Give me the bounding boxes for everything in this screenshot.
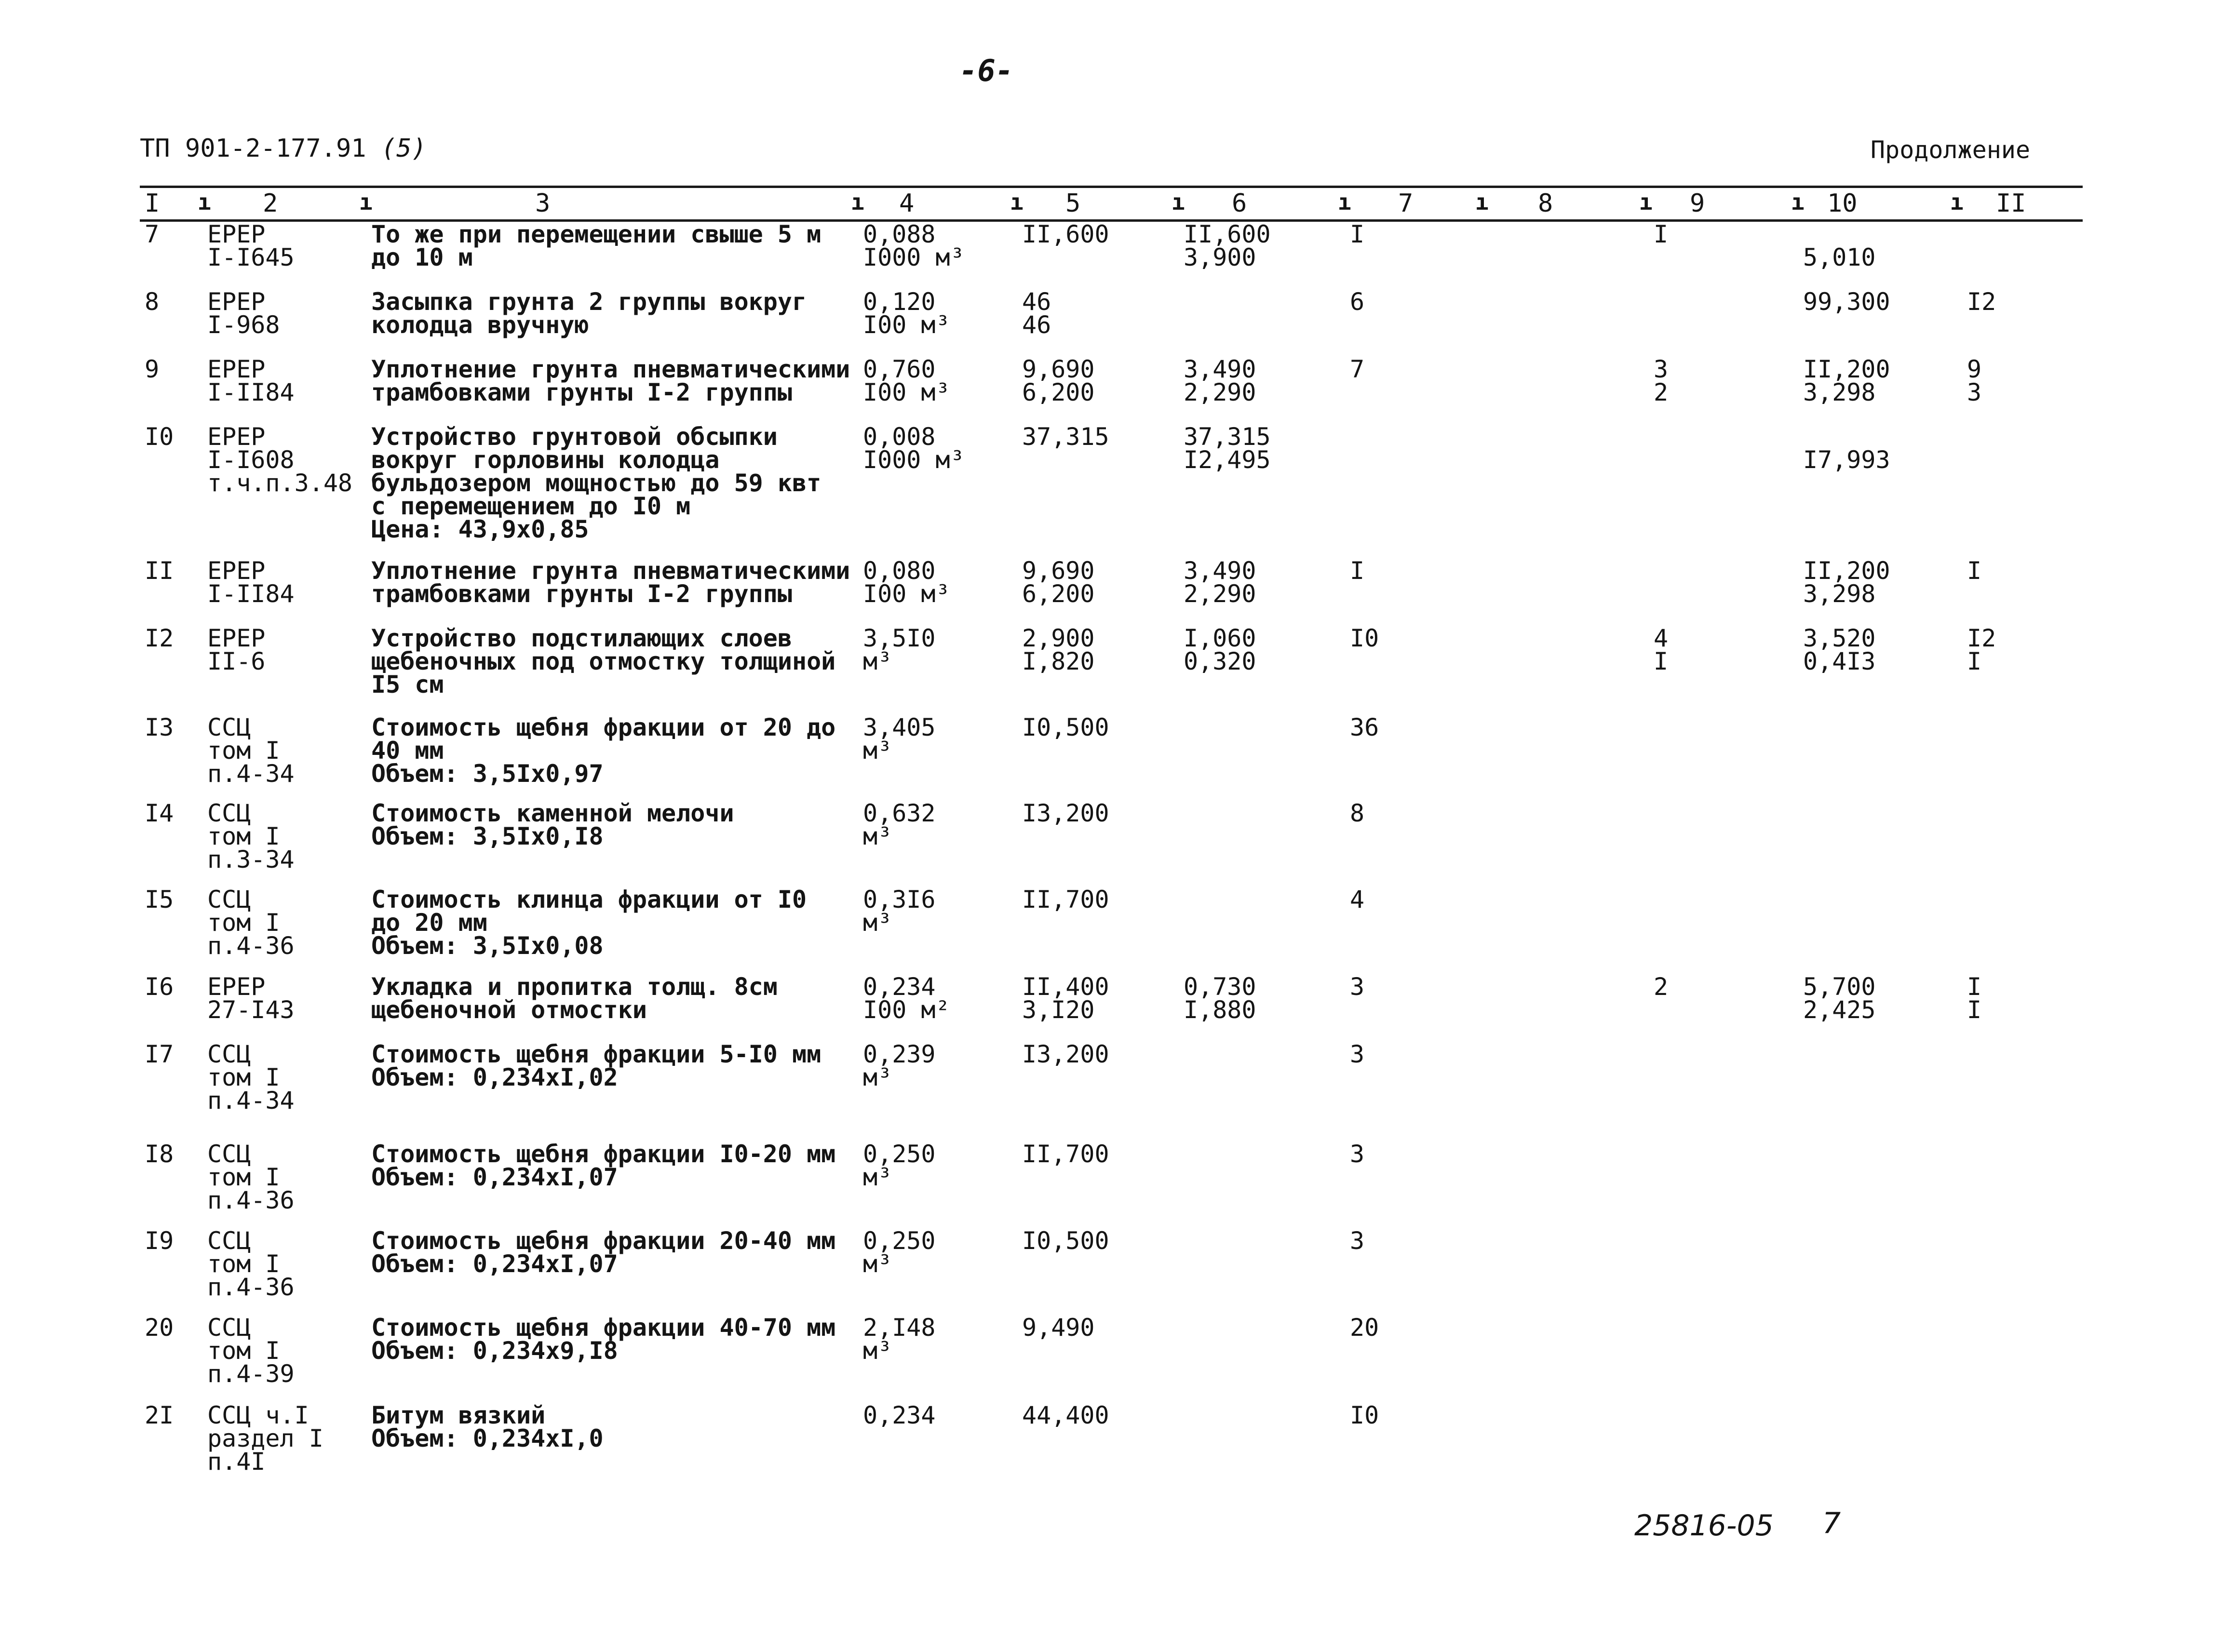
document-code	[140, 134, 427, 163]
row-number: 7	[145, 220, 160, 248]
handwritten-sheet-number: 7	[1822, 1506, 1841, 1540]
row-code: ЕРЕР I-968	[207, 288, 280, 339]
row-description: Стоимость щебня фракции 5-I0 мм Объем: 0,234хI,02	[371, 1040, 821, 1091]
row-code: ССЦ ч.I раздел I п.4I	[207, 1401, 323, 1476]
row-number: II	[145, 557, 174, 585]
row-quantity: 0,250 м³	[863, 1227, 936, 1278]
row-number: 9	[145, 355, 160, 383]
row-quantity: 3,5I0 м³	[863, 624, 936, 675]
row-col5: 37,315	[1022, 423, 1109, 451]
row-description: Стоимость каменной мелочи Объем: 3,5Iх0,I8	[371, 799, 734, 850]
row-description: То же при перемещении свыше 5 м до 10 м	[371, 220, 821, 271]
row-description: Устройство подстилающих слоев щебеночных под отмостку толщиной I5 см	[371, 624, 836, 698]
row-quantity: 0,080 I00 м³	[863, 557, 950, 608]
row-code: ССЦ том I п.4-39	[207, 1314, 295, 1388]
header-separator: ı	[198, 189, 211, 215]
row-quantity: 3,405 м³	[863, 713, 936, 765]
row-col5: II,700	[1022, 886, 1109, 913]
row-col7: I0	[1350, 624, 1379, 652]
row-col7: 3	[1350, 1140, 1365, 1168]
row-number: I7	[145, 1040, 174, 1068]
row-number: I3	[145, 713, 174, 741]
row-description: Уплотнение грунта пневматическими трамбовками грунты I-2 группы	[371, 557, 850, 608]
row-number: I8	[145, 1140, 174, 1168]
row-description: Битум вязкий Объем: 0,234хI,0	[371, 1401, 604, 1452]
row-number: I4	[145, 799, 174, 827]
row-description: Уплотнение грунта пневматическими трамбовками грунты I-2 группы	[371, 355, 850, 406]
row-quantity: 0,088 I000 м³	[863, 220, 965, 271]
row-col9: I	[1654, 220, 1669, 248]
row-col7: 20	[1350, 1314, 1379, 1342]
row-col9: 3 2	[1654, 355, 1669, 406]
row-col11: 9 3	[1967, 355, 1982, 406]
row-col10: II,200 3,298	[1803, 355, 1890, 406]
row-number: I5	[145, 886, 174, 913]
row-quantity: 0,3I6 м³	[863, 886, 936, 937]
row-col6: II,600 3,900	[1184, 220, 1271, 271]
row-col6: 0,730 I,880	[1184, 973, 1256, 1024]
row-col7: 8	[1350, 799, 1365, 827]
row-code: ССЦ том I п.4-34	[207, 713, 295, 788]
page-number: -6-	[959, 53, 1013, 88]
row-code: ССЦ том I п.4-34	[207, 1040, 295, 1115]
row-col7: 36	[1350, 713, 1379, 741]
row-col10: 99,300	[1803, 288, 1890, 316]
row-col7: 3	[1350, 1227, 1365, 1255]
row-col7: I	[1350, 220, 1365, 248]
row-code: ЕРЕР II-6	[207, 624, 266, 675]
row-col10: 5,010	[1803, 243, 1876, 271]
row-col11: I	[1967, 557, 1982, 585]
doc-edition: (5)	[381, 134, 427, 163]
row-col7: 6	[1350, 288, 1365, 316]
row-col6: 3,490 2,290	[1184, 557, 1256, 608]
row-col5: 9,690 6,200	[1022, 355, 1095, 406]
doc-code-text: ТП 901-2-177.91	[140, 134, 366, 163]
header-separator: ı	[1010, 189, 1023, 215]
row-code: ЕРЕР I-II84	[207, 355, 295, 406]
row-col5: I3,200	[1022, 799, 1109, 827]
row-number: I0	[145, 423, 174, 451]
row-quantity: 0,234 I00 м²	[863, 973, 950, 1024]
row-code: ССЦ том I п.4-36	[207, 1227, 295, 1301]
row-number: 8	[145, 288, 160, 316]
row-number: 2I	[145, 1401, 174, 1429]
row-col10: II,200 3,298	[1803, 557, 1890, 608]
row-col9: 4 I	[1654, 624, 1669, 675]
header-col-8: 8	[1538, 189, 1553, 218]
row-quantity: 0,234	[863, 1401, 936, 1429]
row-col6: 3,490 2,290	[1184, 355, 1256, 406]
header-col-4: 4	[899, 189, 915, 218]
row-quantity: 0,008 I000 м³	[863, 423, 965, 474]
row-col10: I7,993	[1803, 446, 1890, 474]
row-description: Стоимость щебня фракции I0-20 мм Объем: 0,234хI,07	[371, 1140, 836, 1191]
row-description: Стоимость клинца фракции от I0 до 20 мм Объем: 3,5Iх0,08	[371, 886, 807, 960]
row-col5: 46 46	[1022, 288, 1051, 339]
row-code: ССЦ том I п.4-36	[207, 1140, 295, 1214]
row-col5: II,700	[1022, 1140, 1109, 1168]
row-col5: I3,200	[1022, 1040, 1109, 1068]
row-number: I2	[145, 624, 174, 652]
row-description: Засыпка грунта 2 группы вокруг колодца вручную	[371, 288, 807, 339]
row-code: ЕРЕР I-I645	[207, 220, 295, 271]
header-col-2: 2	[263, 189, 278, 218]
row-description: Укладка и пропитка толщ. 8см щебеночной отмостки	[371, 973, 778, 1024]
header-col-6: 6	[1232, 189, 1247, 218]
row-col5: II,600	[1022, 220, 1109, 248]
row-col10: 3,520 0,4I3	[1803, 624, 1876, 675]
header-col-10: 10	[1827, 189, 1858, 218]
header-separator: ı	[1791, 189, 1805, 215]
header-col-3: 3	[535, 189, 551, 218]
table-top-rule	[140, 186, 2083, 188]
row-col5: 9,490	[1022, 1314, 1095, 1342]
row-col5: 2,900 I,820	[1022, 624, 1095, 675]
header-separator: ı	[1338, 189, 1351, 215]
row-col7: 7	[1350, 355, 1365, 383]
row-col5: I0,500	[1022, 1227, 1109, 1255]
row-quantity: 0,760 I00 м³	[863, 355, 950, 406]
row-col10: 5,700 2,425	[1803, 973, 1876, 1024]
header-separator: ı	[1950, 189, 1964, 215]
row-col5: 44,400	[1022, 1401, 1109, 1429]
row-code: ЕРЕР I-I608 т.ч.п.3.48	[207, 423, 353, 497]
row-quantity: 0,250 м³	[863, 1140, 936, 1191]
row-quantity: 2,I48 м³	[863, 1314, 936, 1365]
row-col5: I0,500	[1022, 713, 1109, 741]
row-col7: 3	[1350, 973, 1365, 1001]
row-col7: I0	[1350, 1401, 1379, 1429]
row-code: ССЦ том I п.3-34	[207, 799, 295, 873]
row-code: ЕРЕР I-II84	[207, 557, 295, 608]
row-quantity: 0,239 м³	[863, 1040, 936, 1091]
row-number: 20	[145, 1314, 174, 1342]
row-col9: 2	[1654, 973, 1669, 1001]
row-code: ЕРЕР 27-I43	[207, 973, 295, 1024]
row-description: Стоимость щебня фракции от 20 до 40 мм Объем: 3,5Iх0,97	[371, 713, 836, 788]
header-col-5: 5	[1065, 189, 1081, 218]
header-col-1: I	[145, 189, 160, 218]
row-col6: 37,315 I2,495	[1184, 423, 1271, 474]
row-description: Стоимость щебня фракции 20-40 мм Объем: 0,234хI,07	[371, 1227, 836, 1278]
header-separator: ı	[1172, 189, 1185, 215]
header-col-11: II	[1996, 189, 2026, 218]
header-separator: ı	[1475, 189, 1489, 215]
row-col11: I I	[1967, 973, 1982, 1024]
row-col7: 4	[1350, 886, 1365, 913]
row-col11: I2 I	[1967, 624, 1996, 675]
header-separator: ı	[1639, 189, 1653, 215]
row-col6: I,060 0,320	[1184, 624, 1256, 675]
row-col5: II,400 3,I20	[1022, 973, 1109, 1024]
handwritten-archive-number: 25816-05	[1634, 1509, 1774, 1543]
row-code: ССЦ том I п.4-36	[207, 886, 295, 960]
continuation-label: Продолжение	[1871, 136, 2031, 164]
header-col-9: 9	[1690, 189, 1705, 218]
row-number: I9	[145, 1227, 174, 1255]
row-quantity: 0,120 I00 м³	[863, 288, 950, 339]
row-quantity: 0,632 м³	[863, 799, 936, 850]
row-col7: I	[1350, 557, 1365, 585]
row-col5: 9,690 6,200	[1022, 557, 1095, 608]
row-col7: 3	[1350, 1040, 1365, 1068]
row-description: Устройство грунтовой обсыпки вокруг горловины колодца бульдозером мощностью до 59 квт с перемещением до I0 м Цена: 43,9х0,85	[371, 423, 821, 543]
row-number: I6	[145, 973, 174, 1001]
row-col11: I2	[1967, 288, 1996, 316]
header-col-7: 7	[1398, 189, 1414, 218]
header-separator: ı	[851, 189, 864, 215]
header-separator: ı	[359, 189, 373, 215]
row-description: Стоимость щебня фракции 40-70 мм Объем: 0,234х9,I8	[371, 1314, 836, 1365]
